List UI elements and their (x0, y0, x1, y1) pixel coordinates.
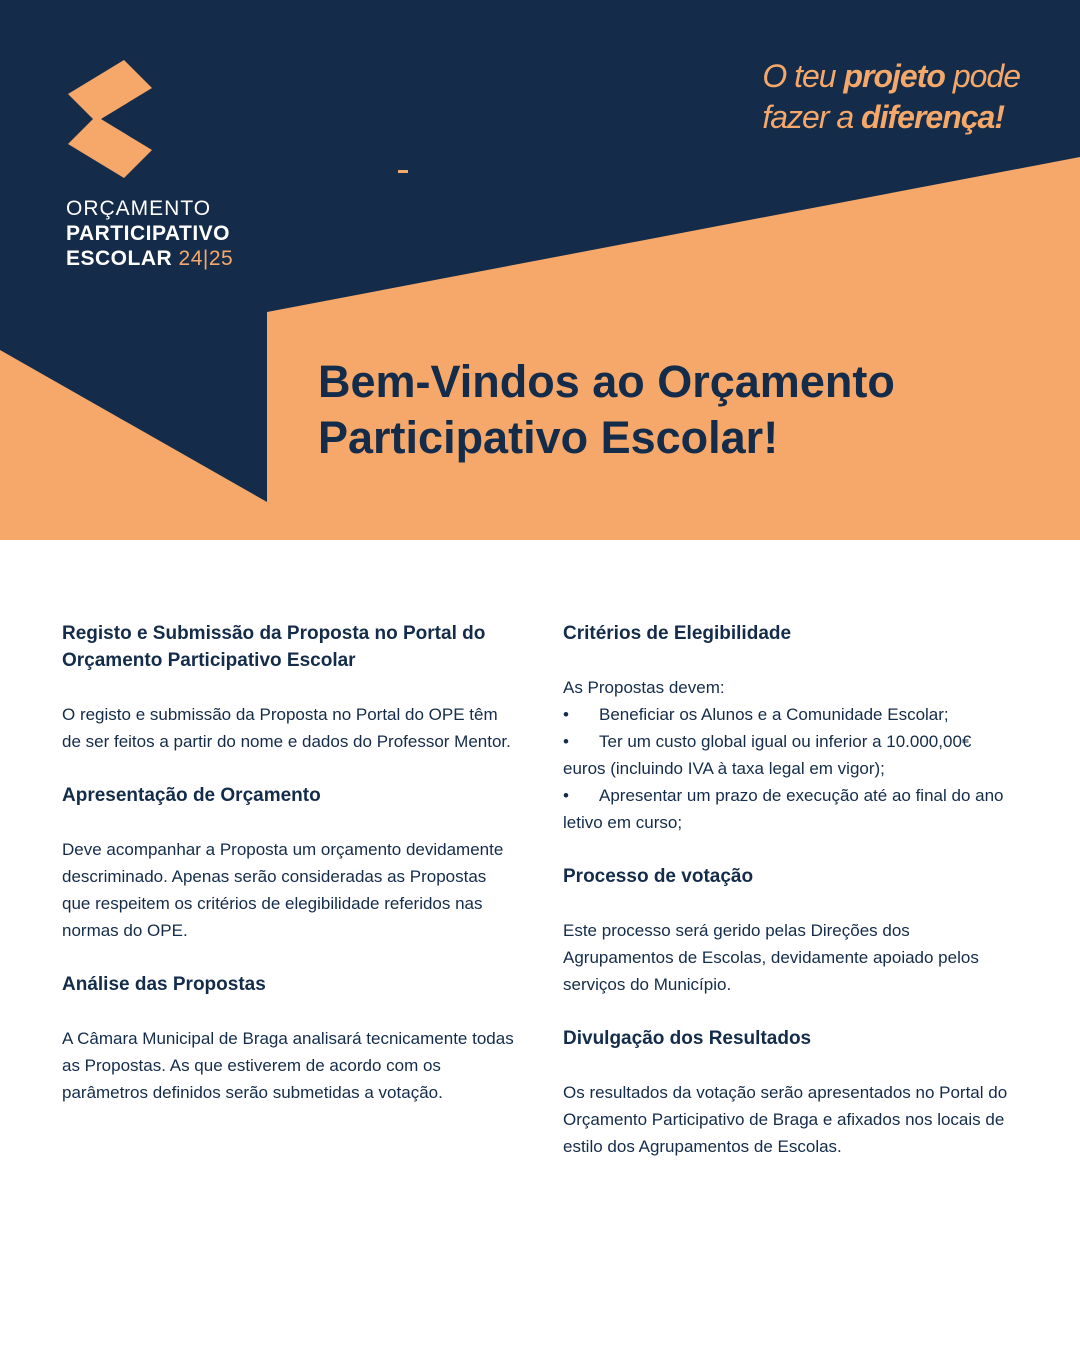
section-registration (62, 620, 517, 755)
section-body: Este processo será gerido pelas Direções dos Agrupamentos de Escolas, devidamente apoiado pelos serviços do Município. (563, 921, 979, 994)
hero-banner (0, 0, 1080, 540)
bullet: • (563, 786, 569, 805)
list-item-text: Beneficiar os Alunos e a Comunidade Escolar; (599, 705, 949, 724)
list-item (563, 728, 1018, 782)
section-body: O registo e submissão da Proposta no Portal do OPE têm de ser feitos a partir do nome e dados do Professor Mentor. (62, 705, 511, 751)
section-body: Deve acompanhar a Proposta um orçamento devidamente descriminado. Apenas serão consideradas as Propostas que respeitem os critérios de elegibilidade referidos nas normas do OPE. (62, 840, 504, 940)
tagline-part-2: pode (944, 58, 1020, 94)
section-heading: Critérios de Elegibilidade (563, 623, 792, 644)
logo-line-2: PARTICIPATIVO (66, 222, 230, 245)
tagline-part-1: O teu (762, 58, 844, 94)
section-analysis (62, 971, 517, 1106)
tagline-emphasis-1: projeto (843, 58, 945, 94)
tagline-part-3: fazer a (762, 99, 862, 135)
page-title-line-1: Bem-Vindos ao Orçamento (318, 356, 895, 407)
ope-logo (66, 60, 256, 271)
list-item (563, 782, 1018, 836)
section-heading: Divulgação dos Resultados (563, 1028, 812, 1049)
section-eligibility (563, 620, 1018, 836)
section-voting (563, 863, 1018, 998)
section-results (563, 1025, 1018, 1160)
bullet: • (563, 705, 569, 724)
page-title-line-2: Participativo Escolar! (318, 412, 779, 463)
page-title (318, 354, 1038, 466)
logo-line-3: ESCOLAR (66, 247, 173, 270)
section-body: Os resultados da votação serão apresentados no Portal do Orçamento Participativo de Braga e afixados nos locais de estilo dos Agrupamentos de Escolas. (563, 1083, 1008, 1156)
list-item-text: Ter um custo global igual ou inferior a 10.000,00€ euros (incluindo IVA à taxa legal em vigor); (563, 732, 972, 778)
logo-year: 24|25 (178, 247, 234, 270)
decorative-dash (398, 170, 408, 173)
tagline-emphasis-2: diferença! (861, 99, 1004, 135)
section-heading: Registo e Submissão da Proposta no Portal do Orçamento Participativo Escolar (62, 623, 486, 671)
logo-line-1: ORÇAMENTO (66, 197, 212, 220)
section-body: A Câmara Municipal de Braga analisará tecnicamente todas as Propostas. As que estiverem de acordo com os parâmetros definidos serão submetidas a votação. (62, 1029, 514, 1102)
section-heading: Análise das Propostas (62, 974, 266, 995)
list-item-text: Apresentar um prazo de execução até ao final do ano letivo em curso; (563, 786, 1004, 832)
section-intro: As Propostas devem: (563, 678, 725, 697)
bullet: • (563, 732, 569, 751)
section-heading: Apresentação de Orçamento (62, 785, 321, 806)
section-heading: Processo de votação (563, 866, 754, 887)
criteria-list (563, 701, 1018, 836)
left-column (62, 620, 517, 1133)
list-item (563, 701, 1018, 728)
section-budget (62, 782, 517, 944)
tagline (762, 56, 1020, 138)
right-column (563, 620, 1018, 1187)
logo-mark-icon (68, 60, 154, 178)
